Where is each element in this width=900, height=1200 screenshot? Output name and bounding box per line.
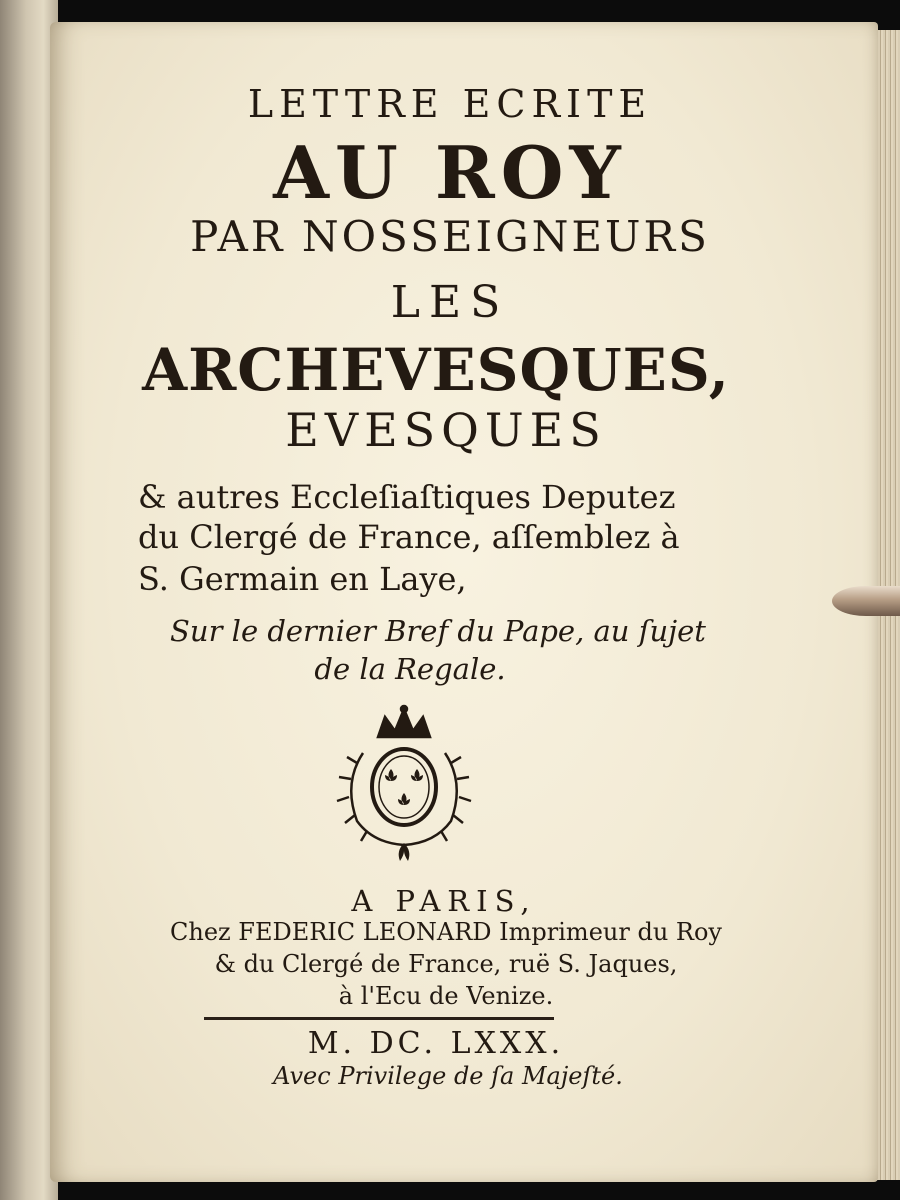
horizontal-rule	[204, 1017, 554, 1020]
title-line-1: LETTRE ECRITE	[247, 82, 653, 126]
bookmark-ribbon	[832, 586, 900, 616]
body-line-1: & autres Eccleſiaſtiques Deputez	[138, 478, 676, 516]
title-line-6: EVESQUES	[285, 403, 607, 457]
subtitle-line-2: de la Regale.	[314, 652, 506, 686]
body-line-2: du Clergé de France, aſſemblez à	[138, 518, 680, 556]
title-line-5: ARCHEVESQUES,	[142, 336, 730, 404]
imprint-privilege: Avec Privilege de ſa Majeſté.	[273, 1062, 623, 1090]
imprint-year: M. DC. LXXX.	[307, 1026, 565, 1061]
title-line-3: PAR NOSSEIGNEURS	[190, 212, 710, 261]
imprint-address: & du Clergé de France, ruë S. Jaques,	[214, 950, 678, 978]
subtitle-line-1: Sur le dernier Bref du Pape, au ſujet	[170, 614, 706, 648]
title-line-4: LES	[390, 277, 510, 328]
title-line-2: AU ROY	[273, 130, 627, 215]
imprint-sign: à l'Ecu de Venize.	[338, 982, 554, 1010]
royal-arms-fleur-de-lis-emblem-icon	[333, 703, 475, 863]
body-line-3: S. Germain en Laye,	[138, 560, 467, 598]
imprint-printer: Chez FEDERIC LEONARD Imprimeur du Roy	[170, 918, 722, 946]
imprint-place: A PARIS,	[351, 884, 537, 918]
